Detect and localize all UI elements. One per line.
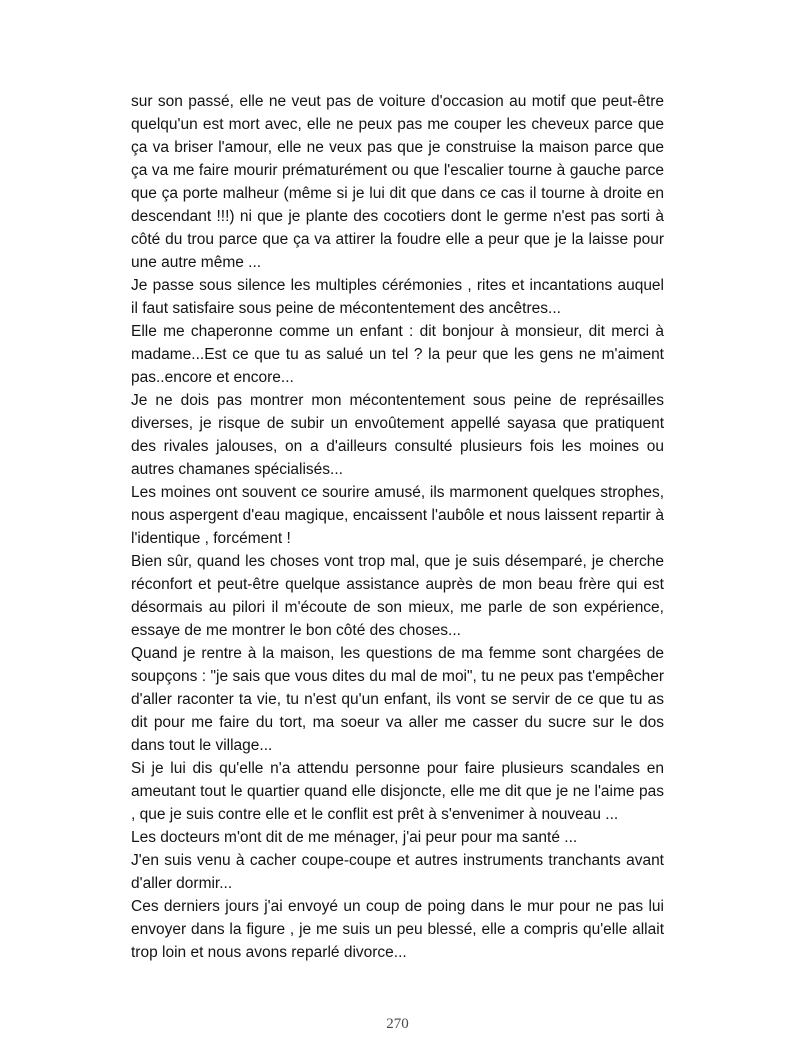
page-body: [131, 90, 664, 964]
page-number: 270: [386, 1016, 409, 1032]
paragraph: Elle me chaperonne comme un enfant : dit bonjour à monsieur, dit merci à madame...Est ce que tu as salué un tel ? la peur que les gens ne m'aiment pas..encore et encore...: [131, 323, 664, 386]
paragraph: Les moines ont souvent ce sourire amusé, ils marmonent quelques strophes, nous aspergent d'eau magique, encaissent l'aubôle et nous laissent repartir à l'identique , forcément !: [131, 484, 664, 547]
paragraph: sur son passé, elle ne veut pas de voiture d'occasion au motif que peut-être quelqu'un est mort avec, elle ne peux pas me couper les cheveux parce que ça va briser l'amour, elle ne veux pas que je construise la maison parce que ça va me faire mourir prématurément ou que l'escalier tourne à gauche parce que ça porte malheur (même si je lui dit que dans ce cas il tourne à droite en descendant !!!) ni que je plante des cocotiers dont le germe n'est pas sorti à côté du trou parce que ça va attirer la foudre elle a peur que je la laisse pour une autre même ...: [131, 93, 664, 271]
paragraph: Les docteurs m'ont dit de me ménager, j'ai peur pour ma santé ...: [131, 829, 578, 846]
paragraph: Si je lui dis qu'elle n'a attendu personne pour faire plusieurs scandales en ameutant tout le quartier quand elle disjoncte, elle me dit que je ne l'aime pas , que je suis contre elle et le conflit est prêt à s'envenimer à nouveau ...: [131, 760, 664, 823]
paragraph: Je ne dois pas montrer mon mécontentement sous peine de représailles diverses, je risque de subir un envoûtement appellé sayasa que pratiquent des rivales jalouses, on a d'ailleurs consulté plusieurs fois les moines ou autres chamanes spécialisés...: [131, 392, 664, 478]
paragraph: Bien sûr, quand les choses vont trop mal, que je suis désemparé, je cherche réconfort et peut-être quelque assistance auprès de mon beau frère qui est désormais au pilori il m'écoute de son mieux, me parle de son expérience, essaye de me montrer le bon côté des choses...: [131, 553, 664, 639]
paragraph: J'en suis venu à cacher coupe-coupe et autres instruments tranchants avant d'aller dormir...: [131, 852, 664, 892]
paragraph: Je passe sous silence les multiples cérémonies , rites et incantations auquel il faut satisfaire sous peine de mécontentement des ancêtres...: [131, 277, 664, 317]
page-footer: [0, 1012, 795, 1036]
paragraph: Quand je rentre à la maison, les questions de ma femme sont chargées de soupçons : "je sais que vous dites du mal de moi", tu ne peux pas t'empêcher d'aller raconter ta vie, tu n'est qu'un enfant, ils vont se servir de ce que tu as dit pour me faire du tort, ma soeur va aller me casser du sucre sur le dos dans tout le village...: [131, 645, 664, 754]
paragraph: Ces derniers jours j'ai envoyé un coup de poing dans le mur pour ne pas lui envoyer dans la figure , je me suis un peu blessé, elle a compris qu'elle allait trop loin et nous avons reparlé divorce...: [131, 898, 664, 961]
